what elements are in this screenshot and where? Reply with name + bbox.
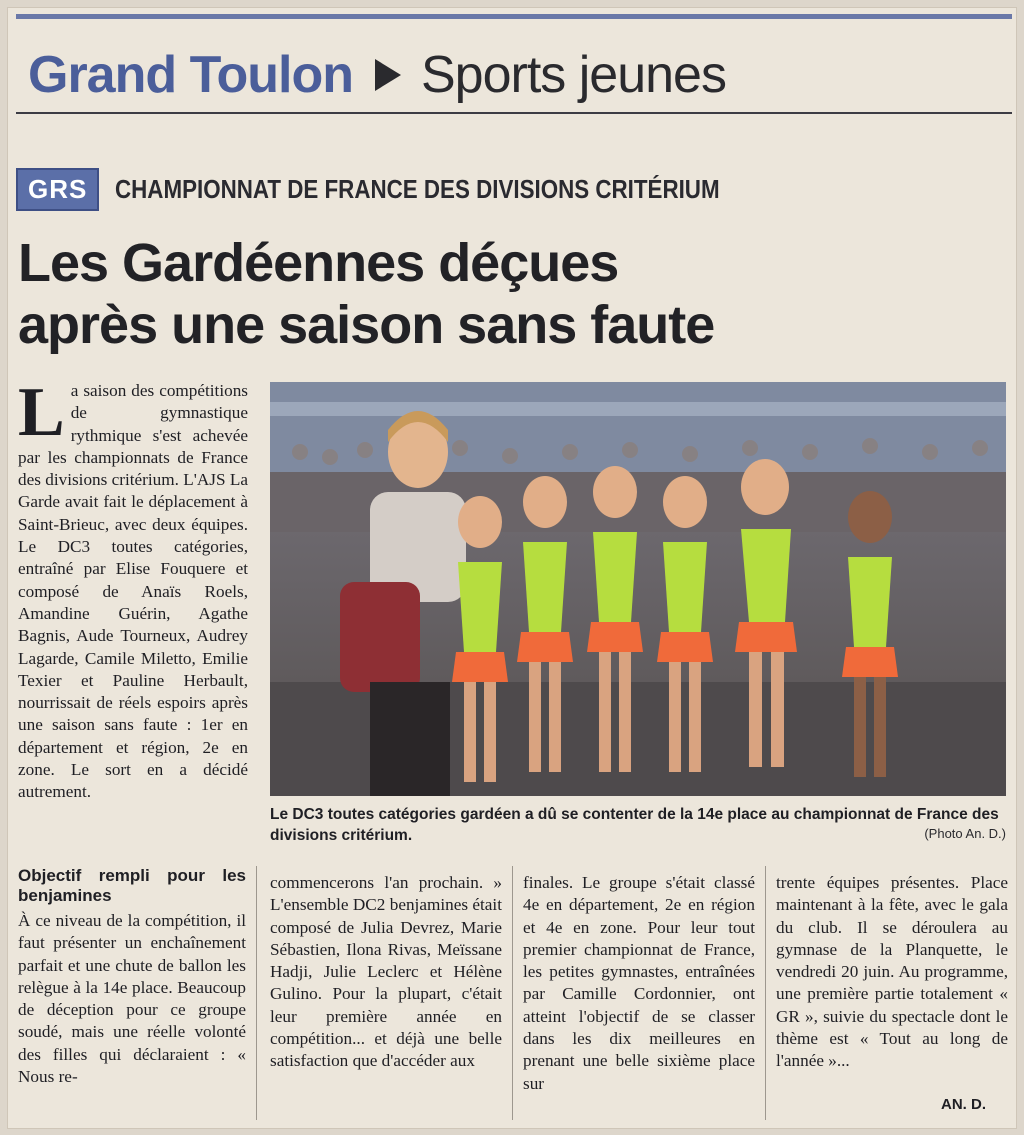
lead-column [18, 374, 248, 804]
headline-line-1: Les Gardéennes déçues [18, 233, 619, 293]
column-divider [765, 866, 766, 1120]
subsection-title: Sports jeunes [420, 46, 726, 104]
column-2-text: commencerons l'an prochain. » L'ensemble DC2 benjamines était composé de Julia Devrez, Marie Sébastien, Ilona Rivas, Meïssane Hadji, Julie Leclerc et Hélène Gulino. Pour la plupart, c'était leur première année en compétition... et déjà une belle satisfaction que d'accéder aux [270, 873, 502, 1071]
column-divider [256, 866, 257, 1120]
column-3 [523, 872, 755, 1095]
drop-cap: L [18, 374, 65, 451]
column-3-text: finales. Le groupe s'était classé 4e en département, 2e en région et 4e en zone. Pour leur tout premier championnat de France, les petites gymnastes, entraînées par Camille Cordonnier, ont atteint l'objectif de se classer dans les dix meilleures en prenant une belle sixième place sur [523, 873, 755, 1093]
subheading: Objectif rempli pour les benjamines [18, 866, 246, 905]
top-color-rule [16, 14, 1012, 19]
triangle-arrow-icon [375, 59, 401, 91]
team-photo [270, 382, 1006, 796]
headline-line-2: après une saison sans faute [18, 295, 715, 355]
lead-paragraph: a saison des compétitions de gymnastique rythmique s'est achevée par les championnats de France des divisions critérium. L'AJS La Garde avait fait le déplacement à Saint-Brieuc, avec deux équipes. Le DC3 toutes catégories, entraîné par Elise Fouquere et composé de Anaïs Roels, Amandine Guérin, Agathe Bagnis, Aude Tourneux, Audrey Lagarde, Camile Miletto, Emilie Texier et Pauline Herbault, nourrissait de réels espoirs après une saison sans faute : 1er en département et région, 2e en zone. Le sort en a décidé autrement. [18, 381, 248, 802]
gymnasts-illustration [270, 382, 1006, 796]
kicker [16, 168, 818, 211]
column-divider [512, 866, 513, 1120]
sport-tag: GRS [16, 168, 99, 211]
column-4-text: trente équipes présentes. Place maintenant à la fête, avec le gala du club. Il se déroulera au gymnase de la Planquette, le vendredi 20 juin. Au programme, une première partie totalement « GR », suivie du spectacle dont le thème est « Tout au long de l'année »... [776, 873, 1008, 1071]
column-1-text: À ce niveau de la compétition, il faut présenter un enchaînement parfait et une chute de ballon les relègue à la 14e place. Beaucoup de déception pour ce groupe soudé, mais une réelle volonté des filles qui déclaraient : « Nous re- [18, 911, 246, 1087]
headline [18, 232, 898, 356]
column-2 [270, 872, 502, 1073]
page-header [28, 40, 726, 110]
kicker-text: CHAMPIONNAT DE FRANCE DES DIVISIONS CRITÉRIUM [115, 174, 720, 204]
photo-caption: Le DC3 toutes catégories gardéen a dû se contenter de la 14e place au championnat de France des divisions critérium. [270, 806, 999, 844]
photo-credit: (Photo An. D.) [924, 826, 1006, 841]
column-1 [18, 866, 246, 1088]
section-title: Grand Toulon [28, 46, 353, 104]
header-divider [16, 112, 1012, 114]
column-4 [776, 872, 1008, 1073]
author-signature: AN. D. [941, 1096, 986, 1113]
